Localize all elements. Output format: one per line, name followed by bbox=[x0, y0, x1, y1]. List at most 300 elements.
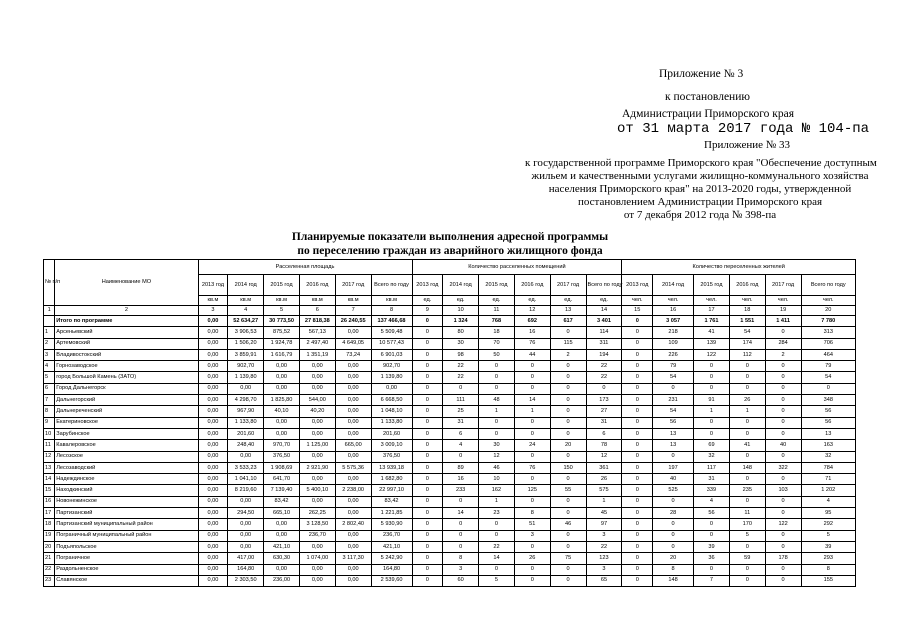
row-number-cell bbox=[44, 316, 55, 327]
value-cell: 46 bbox=[550, 519, 586, 530]
value-cell: 641,70 bbox=[264, 474, 300, 485]
value-cell: 0,00 bbox=[198, 406, 228, 417]
column-number-cell: 13 bbox=[550, 306, 586, 316]
administration-line: Администрации Приморского края bbox=[622, 108, 794, 120]
value-cell: 0 bbox=[550, 541, 586, 552]
value-cell: 3 bbox=[586, 564, 622, 575]
value-cell: 376,50 bbox=[264, 451, 300, 462]
value-cell: 262,25 bbox=[299, 508, 335, 519]
row-name-cell: Славянское bbox=[55, 575, 198, 586]
value-cell: 26 bbox=[514, 553, 550, 564]
value-cell: 0,00 bbox=[335, 575, 371, 586]
value-cell: 56 bbox=[801, 417, 855, 428]
value-cell: 7 139,40 bbox=[264, 485, 300, 496]
value-cell: 0,00 bbox=[299, 383, 335, 394]
value-cell: 0 bbox=[514, 383, 550, 394]
column-number-cell: 19 bbox=[765, 306, 801, 316]
value-cell: 31 bbox=[586, 417, 622, 428]
value-cell: 0,00 bbox=[198, 541, 228, 552]
unit-cell: кв.м bbox=[371, 296, 412, 306]
column-number-cell: 17 bbox=[694, 306, 730, 316]
value-cell: 117 bbox=[694, 462, 730, 473]
value-cell: 339 bbox=[694, 485, 730, 496]
value-cell: 0,00 bbox=[264, 417, 300, 428]
unit-cell: чел. bbox=[801, 296, 855, 306]
value-cell: 0 bbox=[622, 496, 653, 507]
col-name-header: Наименование МО bbox=[55, 260, 198, 306]
value-cell: 122 bbox=[694, 349, 730, 360]
value-cell: 902,70 bbox=[371, 361, 412, 372]
value-cell: 41 bbox=[694, 327, 730, 338]
row-name-cell: Подъяпольское bbox=[55, 541, 198, 552]
value-cell: 83,42 bbox=[264, 496, 300, 507]
value-cell: 0 bbox=[765, 417, 801, 428]
row-name-cell: Находкинский bbox=[55, 485, 198, 496]
unit-cell: чел. bbox=[622, 296, 653, 306]
value-cell: 36 bbox=[694, 553, 730, 564]
value-cell: 0,00 bbox=[198, 417, 228, 428]
total-value-cell: 52 634,27 bbox=[228, 316, 264, 327]
value-cell: 0 bbox=[622, 462, 653, 473]
column-number-row bbox=[44, 306, 856, 316]
row-name-cell: Дальнереченский bbox=[55, 406, 198, 417]
row-name-cell: Лесозаводский bbox=[55, 462, 198, 473]
year-header: Всего по году bbox=[586, 275, 622, 296]
value-cell: 0 bbox=[550, 383, 586, 394]
table-row bbox=[44, 474, 856, 485]
row-number-cell: 7 bbox=[44, 395, 55, 406]
value-cell: 0 bbox=[514, 361, 550, 372]
value-cell: 0,00 bbox=[198, 519, 228, 530]
row-number-cell: 5 bbox=[44, 372, 55, 383]
value-cell: 5 bbox=[801, 530, 855, 541]
table-row bbox=[44, 553, 856, 564]
value-cell: 41 bbox=[729, 440, 765, 451]
total-value-cell: 7 780 bbox=[801, 316, 855, 327]
value-cell: 26 bbox=[586, 474, 622, 485]
row-name-cell: Надеждинское bbox=[55, 474, 198, 485]
value-cell: 4 bbox=[801, 496, 855, 507]
unit-cell: ед. bbox=[550, 296, 586, 306]
value-cell: 122 bbox=[765, 519, 801, 530]
value-cell: 54 bbox=[801, 372, 855, 383]
value-cell: 0 bbox=[479, 519, 515, 530]
value-cell: 69 bbox=[694, 440, 730, 451]
value-cell: 65 bbox=[586, 575, 622, 586]
value-cell: 0,00 bbox=[198, 462, 228, 473]
value-cell: 0 bbox=[729, 496, 765, 507]
value-cell: 5 400,10 bbox=[299, 485, 335, 496]
row-name-cell: Партизанский bbox=[55, 508, 198, 519]
value-cell: 0 bbox=[412, 383, 443, 394]
value-cell: 0 bbox=[765, 508, 801, 519]
value-cell: 0 bbox=[622, 349, 653, 360]
value-cell: 0,00 bbox=[264, 361, 300, 372]
column-number-cell: 1 bbox=[44, 306, 55, 316]
value-cell: 30 bbox=[443, 338, 479, 349]
value-cell: 967,90 bbox=[228, 406, 264, 417]
value-cell: 148 bbox=[729, 462, 765, 473]
value-cell: 0 bbox=[765, 406, 801, 417]
value-cell: 76 bbox=[514, 338, 550, 349]
value-cell: 1 908,69 bbox=[264, 462, 300, 473]
row-number-cell: 19 bbox=[44, 530, 55, 541]
value-cell: 83,42 bbox=[371, 496, 412, 507]
value-cell: 4 bbox=[694, 496, 730, 507]
value-cell: 2 539,60 bbox=[371, 575, 412, 586]
value-cell: 2 303,50 bbox=[228, 575, 264, 586]
value-cell: 10 bbox=[479, 474, 515, 485]
value-cell: 0 bbox=[514, 564, 550, 575]
program-indicators-table bbox=[43, 259, 856, 587]
total-value-cell: 0 bbox=[622, 316, 653, 327]
value-cell: 0 bbox=[412, 372, 443, 383]
value-cell: 59 bbox=[729, 553, 765, 564]
value-cell: 0 bbox=[412, 496, 443, 507]
group-area-header: Расселенная площадь bbox=[198, 260, 412, 275]
value-cell: 80 bbox=[443, 327, 479, 338]
year-header: Всего по году bbox=[801, 275, 855, 296]
table-row bbox=[44, 508, 856, 519]
value-cell: 20 bbox=[653, 553, 694, 564]
value-cell: 114 bbox=[586, 327, 622, 338]
value-cell: 16 bbox=[443, 474, 479, 485]
value-cell: 0 bbox=[622, 519, 653, 530]
value-cell: 1 616,79 bbox=[264, 349, 300, 360]
value-cell: 40 bbox=[765, 440, 801, 451]
total-value-cell: 30 773,50 bbox=[264, 316, 300, 327]
unit-cell: ед. bbox=[443, 296, 479, 306]
row-name-cell: Екатериновское bbox=[55, 417, 198, 428]
value-cell: 0,00 bbox=[335, 564, 371, 575]
value-cell: 0 bbox=[622, 485, 653, 496]
value-cell: 103 bbox=[765, 485, 801, 496]
value-cell: 0 bbox=[443, 530, 479, 541]
value-cell: 139 bbox=[694, 338, 730, 349]
value-cell: 0 bbox=[622, 383, 653, 394]
value-cell: 0 bbox=[729, 474, 765, 485]
value-cell: 0 bbox=[765, 327, 801, 338]
table-row bbox=[44, 428, 856, 439]
value-cell: 0 bbox=[412, 575, 443, 586]
row-number-cell: 23 bbox=[44, 575, 55, 586]
value-cell: 284 bbox=[765, 338, 801, 349]
column-number-cell: 11 bbox=[479, 306, 515, 316]
value-cell: 348 bbox=[801, 395, 855, 406]
table-row bbox=[44, 417, 856, 428]
table-row bbox=[44, 327, 856, 338]
value-cell: 22 997,10 bbox=[371, 485, 412, 496]
value-cell: 0 bbox=[550, 417, 586, 428]
value-cell: 567,13 bbox=[299, 327, 335, 338]
date-stamp: от 31 марта 2017 года № 104-па bbox=[617, 121, 870, 137]
total-value-cell: 0,00 bbox=[198, 316, 228, 327]
value-cell: 10 577,43 bbox=[371, 338, 412, 349]
value-cell: 5 bbox=[479, 575, 515, 586]
value-cell: 0 bbox=[694, 383, 730, 394]
value-cell: 0,00 bbox=[299, 361, 335, 372]
value-cell: 0 bbox=[550, 530, 586, 541]
row-number-cell: 15 bbox=[44, 485, 55, 496]
value-cell: 970,70 bbox=[264, 440, 300, 451]
value-cell: 1 125,00 bbox=[299, 440, 335, 451]
value-cell: 0 bbox=[479, 372, 515, 383]
value-cell: 0 bbox=[550, 575, 586, 586]
value-cell: 0 bbox=[550, 508, 586, 519]
value-cell: 0 bbox=[694, 417, 730, 428]
row-name-cell: Город Дальнегорск bbox=[55, 383, 198, 394]
value-cell: 22 bbox=[443, 372, 479, 383]
unit-cell: кв.м bbox=[228, 296, 264, 306]
unit-cell: ед. bbox=[412, 296, 443, 306]
value-cell: 3 117,30 bbox=[335, 553, 371, 564]
value-cell: 0 bbox=[412, 541, 443, 552]
value-cell: 0,00 bbox=[198, 361, 228, 372]
value-cell: 0 bbox=[412, 361, 443, 372]
value-cell: 0 bbox=[622, 440, 653, 451]
value-cell: 706 bbox=[801, 338, 855, 349]
row-number-cell: 3 bbox=[44, 349, 55, 360]
value-cell: 0,00 bbox=[264, 372, 300, 383]
value-cell: 0 bbox=[412, 462, 443, 473]
value-cell: 575 bbox=[586, 485, 622, 496]
table-row bbox=[44, 519, 856, 530]
value-cell: 0 bbox=[622, 406, 653, 417]
value-cell: 40,20 bbox=[299, 406, 335, 417]
value-cell: 54 bbox=[653, 372, 694, 383]
value-cell: 78 bbox=[586, 440, 622, 451]
value-cell: 0,00 bbox=[335, 508, 371, 519]
unit-cell: ед. bbox=[586, 296, 622, 306]
value-cell: 0 bbox=[479, 530, 515, 541]
value-cell: 0,00 bbox=[228, 496, 264, 507]
total-value-cell: 768 bbox=[479, 316, 515, 327]
value-cell: 12 bbox=[586, 451, 622, 462]
table-body bbox=[44, 316, 856, 587]
value-cell: 0,00 bbox=[198, 485, 228, 496]
value-cell: 1 133,80 bbox=[228, 417, 264, 428]
row-name-cell: Арсеньевский bbox=[55, 327, 198, 338]
value-cell: 0,00 bbox=[335, 383, 371, 394]
value-cell: 79 bbox=[801, 361, 855, 372]
value-cell: 16 bbox=[514, 327, 550, 338]
value-cell: 0 bbox=[622, 451, 653, 462]
value-cell: 32 bbox=[694, 451, 730, 462]
value-cell: 525 bbox=[653, 485, 694, 496]
value-cell: 0,00 bbox=[198, 428, 228, 439]
row-number-cell: 2 bbox=[44, 338, 55, 349]
value-cell: 0 bbox=[412, 519, 443, 530]
column-number-cell: 15 bbox=[622, 306, 653, 316]
year-header: 2016 год bbox=[299, 275, 335, 296]
year-header: 2017 год bbox=[550, 275, 586, 296]
value-cell: 0,00 bbox=[335, 530, 371, 541]
value-cell: 164,80 bbox=[371, 564, 412, 575]
value-cell: 194 bbox=[586, 349, 622, 360]
value-cell: 0 bbox=[653, 541, 694, 552]
value-cell: 13 939,18 bbox=[371, 462, 412, 473]
value-cell: 0 bbox=[514, 428, 550, 439]
value-cell: 0,00 bbox=[299, 428, 335, 439]
value-cell: 0 bbox=[443, 496, 479, 507]
unit-cell: чел. bbox=[765, 296, 801, 306]
value-cell: 8 bbox=[443, 553, 479, 564]
value-cell: 22 bbox=[479, 541, 515, 552]
value-cell: 665,10 bbox=[264, 508, 300, 519]
table-row bbox=[44, 485, 856, 496]
table-row bbox=[44, 451, 856, 462]
value-cell: 0 bbox=[412, 338, 443, 349]
value-cell: 0 bbox=[622, 428, 653, 439]
value-cell: 0,00 bbox=[228, 451, 264, 462]
table-row bbox=[44, 564, 856, 575]
value-cell: 1 924,78 bbox=[264, 338, 300, 349]
program-line: от 7 декабря 2012 года № 398-па bbox=[623, 209, 777, 221]
value-cell: 311 bbox=[586, 338, 622, 349]
value-cell: 0,00 bbox=[335, 406, 371, 417]
row-name-cell: Артемовский bbox=[55, 338, 198, 349]
value-cell: 201,60 bbox=[228, 428, 264, 439]
value-cell: 22 bbox=[586, 541, 622, 552]
value-cell: 0 bbox=[653, 530, 694, 541]
row-name-cell: Горнозаводское bbox=[55, 361, 198, 372]
value-cell: 8 bbox=[801, 564, 855, 575]
value-cell: 162 bbox=[479, 485, 515, 496]
value-cell: 170 bbox=[729, 519, 765, 530]
value-cell: 79 bbox=[653, 361, 694, 372]
total-value-cell: 692 bbox=[514, 316, 550, 327]
program-line: к государственной программе Приморского края "Обеспечение доступным bbox=[525, 157, 877, 169]
value-cell: 0 bbox=[550, 327, 586, 338]
value-cell: 0 bbox=[550, 451, 586, 462]
value-cell: 0 bbox=[479, 383, 515, 394]
value-cell: 1 133,80 bbox=[371, 417, 412, 428]
value-cell: 0 bbox=[729, 383, 765, 394]
value-cell: 0 bbox=[729, 541, 765, 552]
value-cell: 2 bbox=[550, 349, 586, 360]
value-cell: 0 bbox=[550, 406, 586, 417]
table-row bbox=[44, 406, 856, 417]
value-cell: 0 bbox=[412, 508, 443, 519]
value-cell: 0,00 bbox=[335, 474, 371, 485]
value-cell: 0 bbox=[479, 361, 515, 372]
value-cell: 12 bbox=[479, 451, 515, 462]
value-cell: 0,00 bbox=[198, 530, 228, 541]
value-cell: 6 bbox=[586, 428, 622, 439]
year-header: 2013 год bbox=[622, 275, 653, 296]
value-cell: 0 bbox=[412, 451, 443, 462]
document-title bbox=[280, 230, 620, 258]
total-value-cell: 26 240,55 bbox=[335, 316, 371, 327]
value-cell: 76 bbox=[514, 462, 550, 473]
value-cell: 0 bbox=[412, 485, 443, 496]
resolution-line: к постановлению bbox=[665, 91, 750, 103]
unit-cell: кв.м bbox=[264, 296, 300, 306]
value-cell: 13 bbox=[653, 428, 694, 439]
value-cell: 46 bbox=[479, 462, 515, 473]
value-cell: 0,00 bbox=[198, 372, 228, 383]
unit-cell: чел. bbox=[729, 296, 765, 306]
value-cell: 0 bbox=[622, 564, 653, 575]
value-cell: 0 bbox=[514, 575, 550, 586]
value-cell: 70 bbox=[479, 338, 515, 349]
appendix-label: Приложение № 3 bbox=[659, 68, 744, 80]
value-cell: 361 bbox=[586, 462, 622, 473]
value-cell: 0 bbox=[765, 361, 801, 372]
value-cell: 14 bbox=[514, 395, 550, 406]
year-header: Всего по году bbox=[371, 275, 412, 296]
value-cell: 39 bbox=[801, 541, 855, 552]
value-cell: 6 bbox=[443, 428, 479, 439]
value-cell: 0,00 bbox=[228, 530, 264, 541]
column-number-cell: 16 bbox=[653, 306, 694, 316]
value-cell: 0,00 bbox=[228, 519, 264, 530]
value-cell: 1 bbox=[514, 406, 550, 417]
value-cell: 294,50 bbox=[228, 508, 264, 519]
value-cell: 0,00 bbox=[198, 575, 228, 586]
value-cell: 0 bbox=[694, 564, 730, 575]
value-cell: 39 bbox=[694, 541, 730, 552]
total-row bbox=[44, 316, 856, 327]
value-cell: 0 bbox=[622, 372, 653, 383]
year-header: 2017 год bbox=[765, 275, 801, 296]
value-cell: 226 bbox=[653, 349, 694, 360]
value-cell: 1 048,10 bbox=[371, 406, 412, 417]
value-cell: 0,00 bbox=[198, 474, 228, 485]
value-cell: 0,00 bbox=[299, 541, 335, 552]
value-cell: 0 bbox=[622, 553, 653, 564]
value-cell: 0,00 bbox=[299, 575, 335, 586]
value-cell: 218 bbox=[653, 327, 694, 338]
total-value-cell: 3 401 bbox=[586, 316, 622, 327]
value-cell: 51 bbox=[514, 519, 550, 530]
value-cell: 5 575,36 bbox=[335, 462, 371, 473]
value-cell: 0 bbox=[443, 519, 479, 530]
table-row bbox=[44, 338, 856, 349]
value-cell: 0 bbox=[694, 530, 730, 541]
value-cell: 0,00 bbox=[264, 530, 300, 541]
value-cell: 54 bbox=[653, 406, 694, 417]
value-cell: 0,00 bbox=[198, 349, 228, 360]
value-cell: 55 bbox=[550, 485, 586, 496]
value-cell: 0 bbox=[653, 519, 694, 530]
value-cell: 0 bbox=[765, 372, 801, 383]
year-header: 2015 год bbox=[479, 275, 515, 296]
column-number-cell: 4 bbox=[228, 306, 264, 316]
value-cell: 22 bbox=[586, 372, 622, 383]
value-cell: 0,00 bbox=[198, 395, 228, 406]
value-cell: 313 bbox=[801, 327, 855, 338]
year-header: 2013 год bbox=[198, 275, 228, 296]
value-cell: 3 128,50 bbox=[299, 519, 335, 530]
value-cell: 0 bbox=[622, 361, 653, 372]
column-number-cell: 20 bbox=[801, 306, 855, 316]
value-cell: 0 bbox=[514, 474, 550, 485]
value-cell: 197 bbox=[653, 462, 694, 473]
value-cell: 7 bbox=[694, 575, 730, 586]
value-cell: 0 bbox=[694, 428, 730, 439]
value-cell: 56 bbox=[801, 406, 855, 417]
total-value-cell: 1 761 bbox=[694, 316, 730, 327]
row-number-cell: 12 bbox=[44, 451, 55, 462]
value-cell: 0 bbox=[479, 428, 515, 439]
table-row bbox=[44, 440, 856, 451]
value-cell: 0 bbox=[622, 327, 653, 338]
value-cell: 89 bbox=[443, 462, 479, 473]
value-cell: 5 242,90 bbox=[371, 553, 412, 564]
program-line: жильем и качественными услугами жилищно-коммунального хозяйства bbox=[531, 170, 869, 182]
value-cell: 784 bbox=[801, 462, 855, 473]
